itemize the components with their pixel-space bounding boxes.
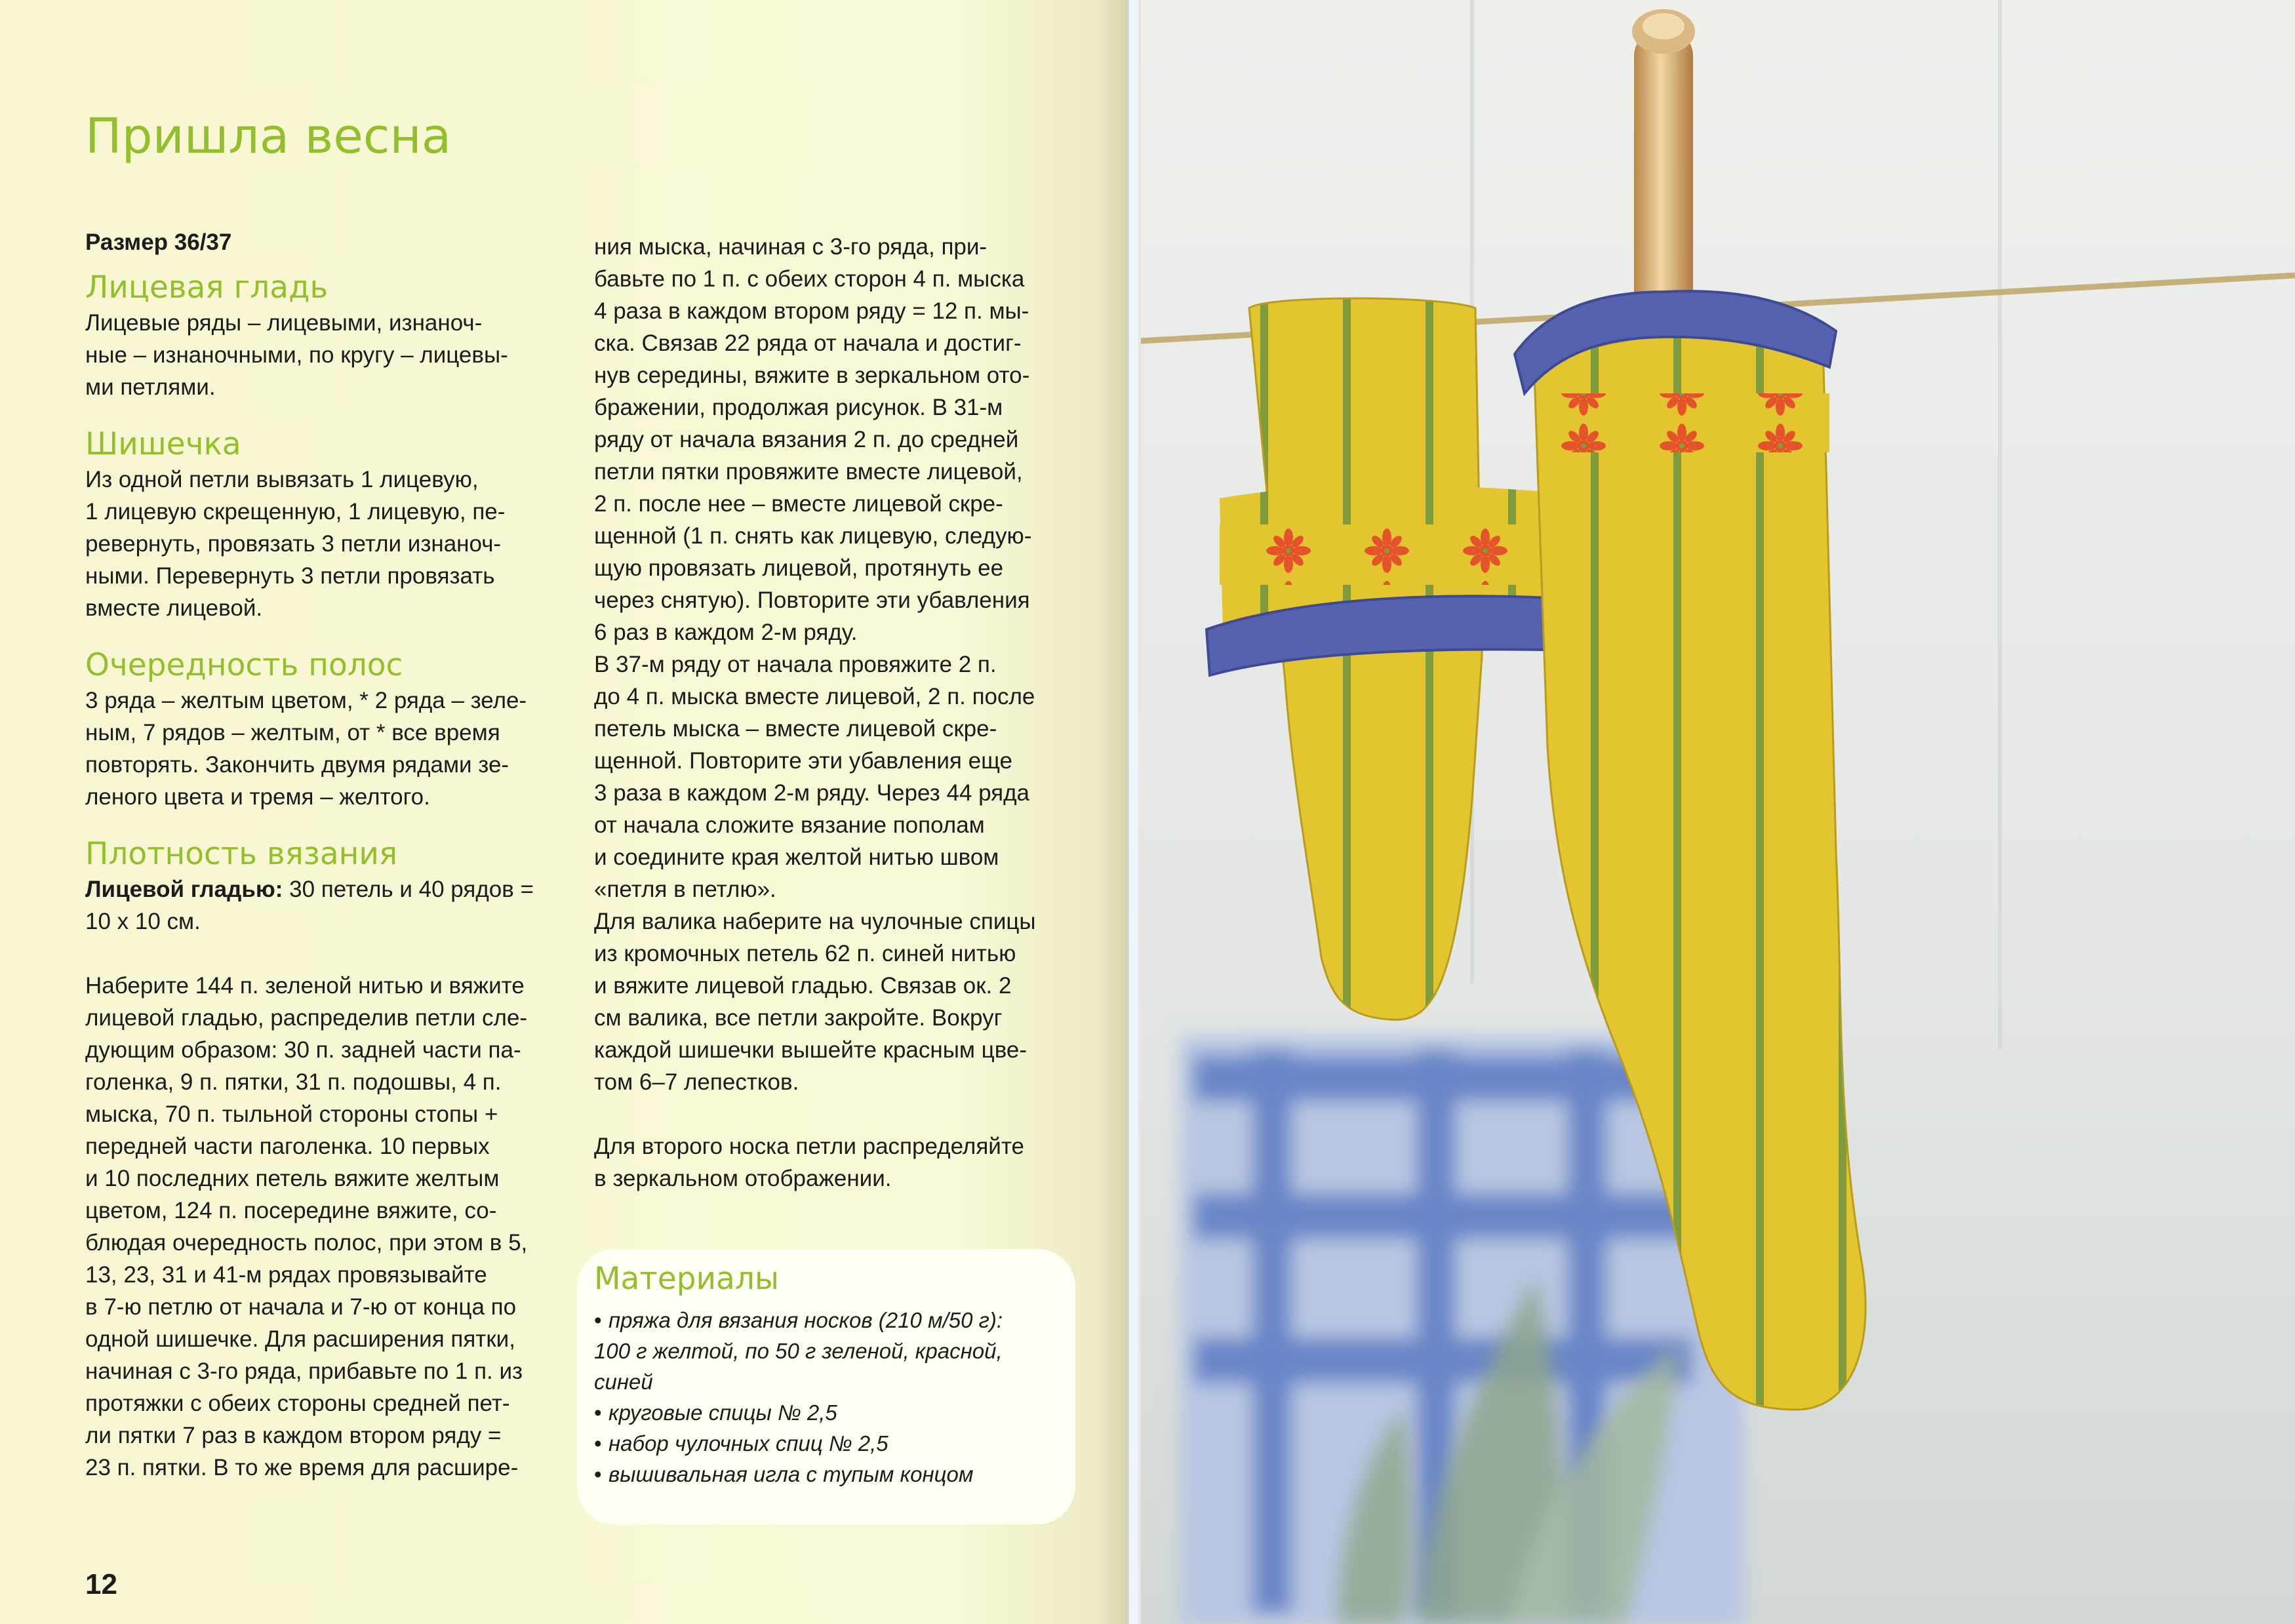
bullet-icon: • [594,1431,602,1456]
page-title: Пришла весна [85,108,452,165]
text-column-left [85,226,564,1484]
bullet-icon: • [594,1462,602,1486]
list-item: • круговые спицы № 2,5 [594,1397,1066,1428]
section-text: Из одной петли вывязать 1 лицевую, 1 лицевую скрещенную, 1 лицевую, пе- ревернуть, провязать 3 петли изнаноч- ными. Перевернуть 3 петли провязать вместе лицевой. [85,467,506,621]
section-text: Лицевые ряды – лицевыми, изнаноч- ные – изнаночными, по кругу – лицевы- ми петлями. [85,310,508,400]
materials-list [594,1305,1066,1490]
section-text: 3 ряда – желтым цветом, * 2 ряда – зеле- ным, 7 рядов – желтым, от * все время повторять. Закончить двумя рядами зе- леного цвета и тремя – желтого. [85,688,527,810]
materials-title: Материалы [594,1261,779,1297]
right-page [1141,0,2295,1624]
section-heading: Плотность вязания [85,836,398,872]
size-label: Размер 36/37 [85,229,232,255]
list-item: • набор чулочных спиц № 2,5 [594,1428,1066,1459]
bullet-icon: • [594,1400,602,1425]
section-heading: Очередность полос [85,647,403,683]
wooden-clothespin [1632,9,1695,325]
second-sock-note: Для второго носка петли распределяйте в зеркальном отображении. [594,1134,1024,1191]
bullet-icon: • [594,1308,602,1332]
section-heading: Лицевая гладь [85,269,329,306]
list-item: • пряжа для вязания носков (210 м/50 г): 100 г желтой, по 50 г зеленой, красной, синей [594,1305,1066,1397]
photo-yellow-knitted-socks-on-line [1141,0,2295,1624]
gauge-value: 30 петель и 40 рядов = 10 х 10 см. [85,877,534,934]
text-column-right [594,231,1092,1195]
list-item: • вышивальная игла с тупым концом [594,1459,1066,1490]
left-page [0,0,1129,1624]
gauge-label: Лицевой гладью: [85,877,283,902]
instructions-text: Наберите 144 п. зеленой нитью и вяжите лицевой гладью, распределив петли сле- дующим образом: 30 п. задней части па- голенка, 9 п. пятки, 31 п. подошвы, 4 п. мыска, 70 п. тыльной стороны стопы + передней части паголенка. 10 первых и 10 последних петель вяжите желтым цветом, 124 п. посередине вяжите, со- блюдая очередность полос, при этом в 5, 13, 23, 31 и 41-м рядах провязывайте в 7-ю петлю от начала и 7-ю от конца по одной шишечке. Для расширения пятки, начиная с 3-го ряда, прибавьте по 1 п. из протяжки с обеих стороны средней пет- ли пятки 7 раз в каждом втором ряду = 23 п. пятки. В то же время для расшире- [85,973,528,1480]
instructions-text-continued: ния мыска, начиная с 3-го ряда, при- бавьте по 1 п. с обеих сторон 4 п. мыска 4 раза в каждом втором ряду = 12 п. мы- ска. Связав 22 ряда от начала и достиг- нув середины, вяжите в зеркальном ото- бражении, продолжая рисунок. В 31-м ряду от начала вязания 2 п. до средней петли пятки провяжите вместе лицевой, 2 п. после нее – вместе лицевой скре- щенной (1 п. снять как лицевую, следую- щую провязать лицевой, протянуть ее через снятую). Повторите эти убавления 6 раз в каждом 2-м ряду. В 37-м ряду от начала провяжите 2 п. до 4 п. мыска вместе лицевой, 2 п. после петель мыска – вместе лицевой скре- щенной. Повторите эти убавления еще 3 раза в каждом 2-м ряду. Через 44 ряда от начала сложите вязание пополам и соедините края желтой нитью швом «петля в петлю». Для валика наберите на чулочные спицы из кромочных петель 62 п. синей нитью и вяжите лицевой гладью. Связав ок. 2 см валика, все петли закройте. Вокруг каждой шишечки вышейте красным цве- том 6–7 лепестков. [594,234,1036,1095]
section-text [85,873,564,938]
page-edge [1129,0,1138,1624]
page-number: 12 [85,1568,117,1600]
section-heading: Шишечка [85,426,241,462]
